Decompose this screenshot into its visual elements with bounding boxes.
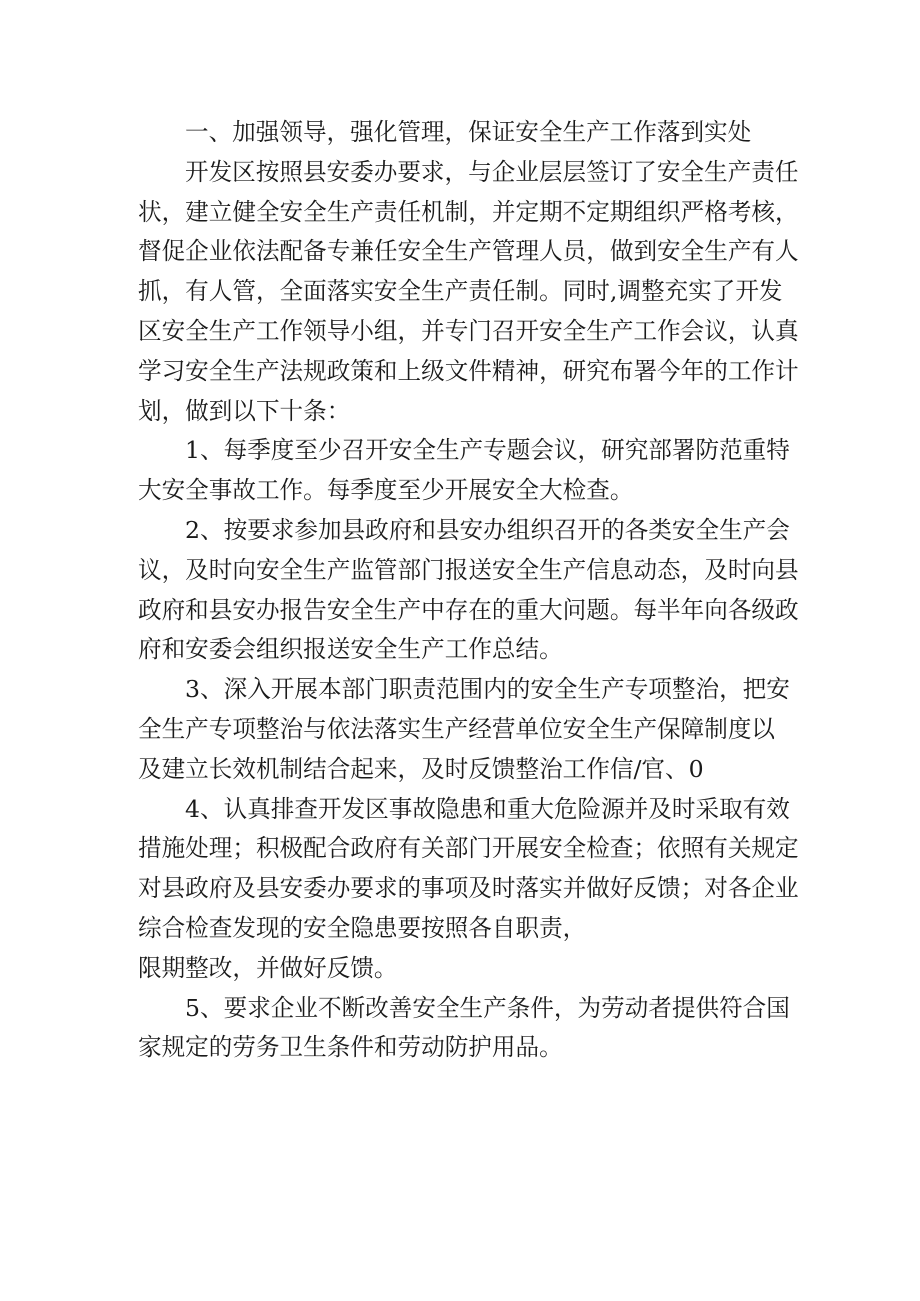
list-item-3-line: 及建立长效机制结合起来，及时反馈整治工作信/官、0 [138,754,704,783]
paragraph-line: 抓，有人管，全面落实安全生产责任制。同时,调整充实了开发 [138,277,783,306]
list-item-2-line: 2、按要求参加县政府和县安办组织召开的各类安全生产会 [185,515,790,544]
list-item-3-line: 3、深入开展本部门职责范围内的安全生产专项整治，把安 [185,675,790,704]
list-item-1-line: 大安全事故工作。每季度至少开展安全大检查。 [138,476,634,505]
list-item-5-line: 家规定的劳务卫生条件和劳动防护用品。 [138,1033,563,1062]
paragraph-line: 开发区按照县安委办要求，与企业层层签订了安全生产责任 [185,157,799,186]
list-item-4-line: 限期整改，并做好反馈。 [138,953,398,982]
document-body [138,113,798,1068]
paragraph-line: 学习安全生产法规政策和上级文件精神，研究布署今年的工作计 [138,356,799,385]
list-item-1-line: 1、每季度至少召开安全生产专题会议，研究部署防范重特 [185,436,790,465]
list-item-3-line: 全生产专项整治与依法落实生产经营单位安全生产保障制度以 [138,714,776,743]
paragraph-line: 督促企业依法配备专兼任安全生产管理人员，做到安全生产有人 [138,237,799,266]
list-item-4-line: 4、认真排查开发区事故隐患和重大危险源并及时采取有效 [185,794,790,823]
list-item-2-line: 政府和县安办报告安全生产中存在的重大问题。每半年向各级政 [138,595,799,624]
paragraph-line: 状，建立健全安全生产责任机制，并定期不定期组织严格考核， [138,197,799,226]
paragraph-line: 区安全生产工作领导小组，并专门召开安全生产工作会议，认真 [138,316,799,345]
list-item-4-line: 对县政府及县安委办要求的事项及时落实并做好反馈；对各企业 [138,874,799,903]
list-item-2-line: 府和安委会组织报送安全生产工作总结。 [138,635,563,664]
list-item-2-line: 议，及时向安全生产监管部门报送安全生产信息动态，及时向县 [138,555,799,584]
list-item-4-line: 措施处理；积极配合政府有关部门开展安全检查；依照有关规定 [138,834,799,863]
list-item-5-line: 5、要求企业不断改善安全生产条件，为劳动者提供符合国 [185,993,790,1022]
section-heading: 一、加强领导，强化管理，保证安全生产工作落到实处 [185,118,752,146]
list-item-4-line: 综合检查发现的安全隐患要按照各自职责， [138,913,587,942]
paragraph-line: 划，做到以下十条： [138,396,351,425]
